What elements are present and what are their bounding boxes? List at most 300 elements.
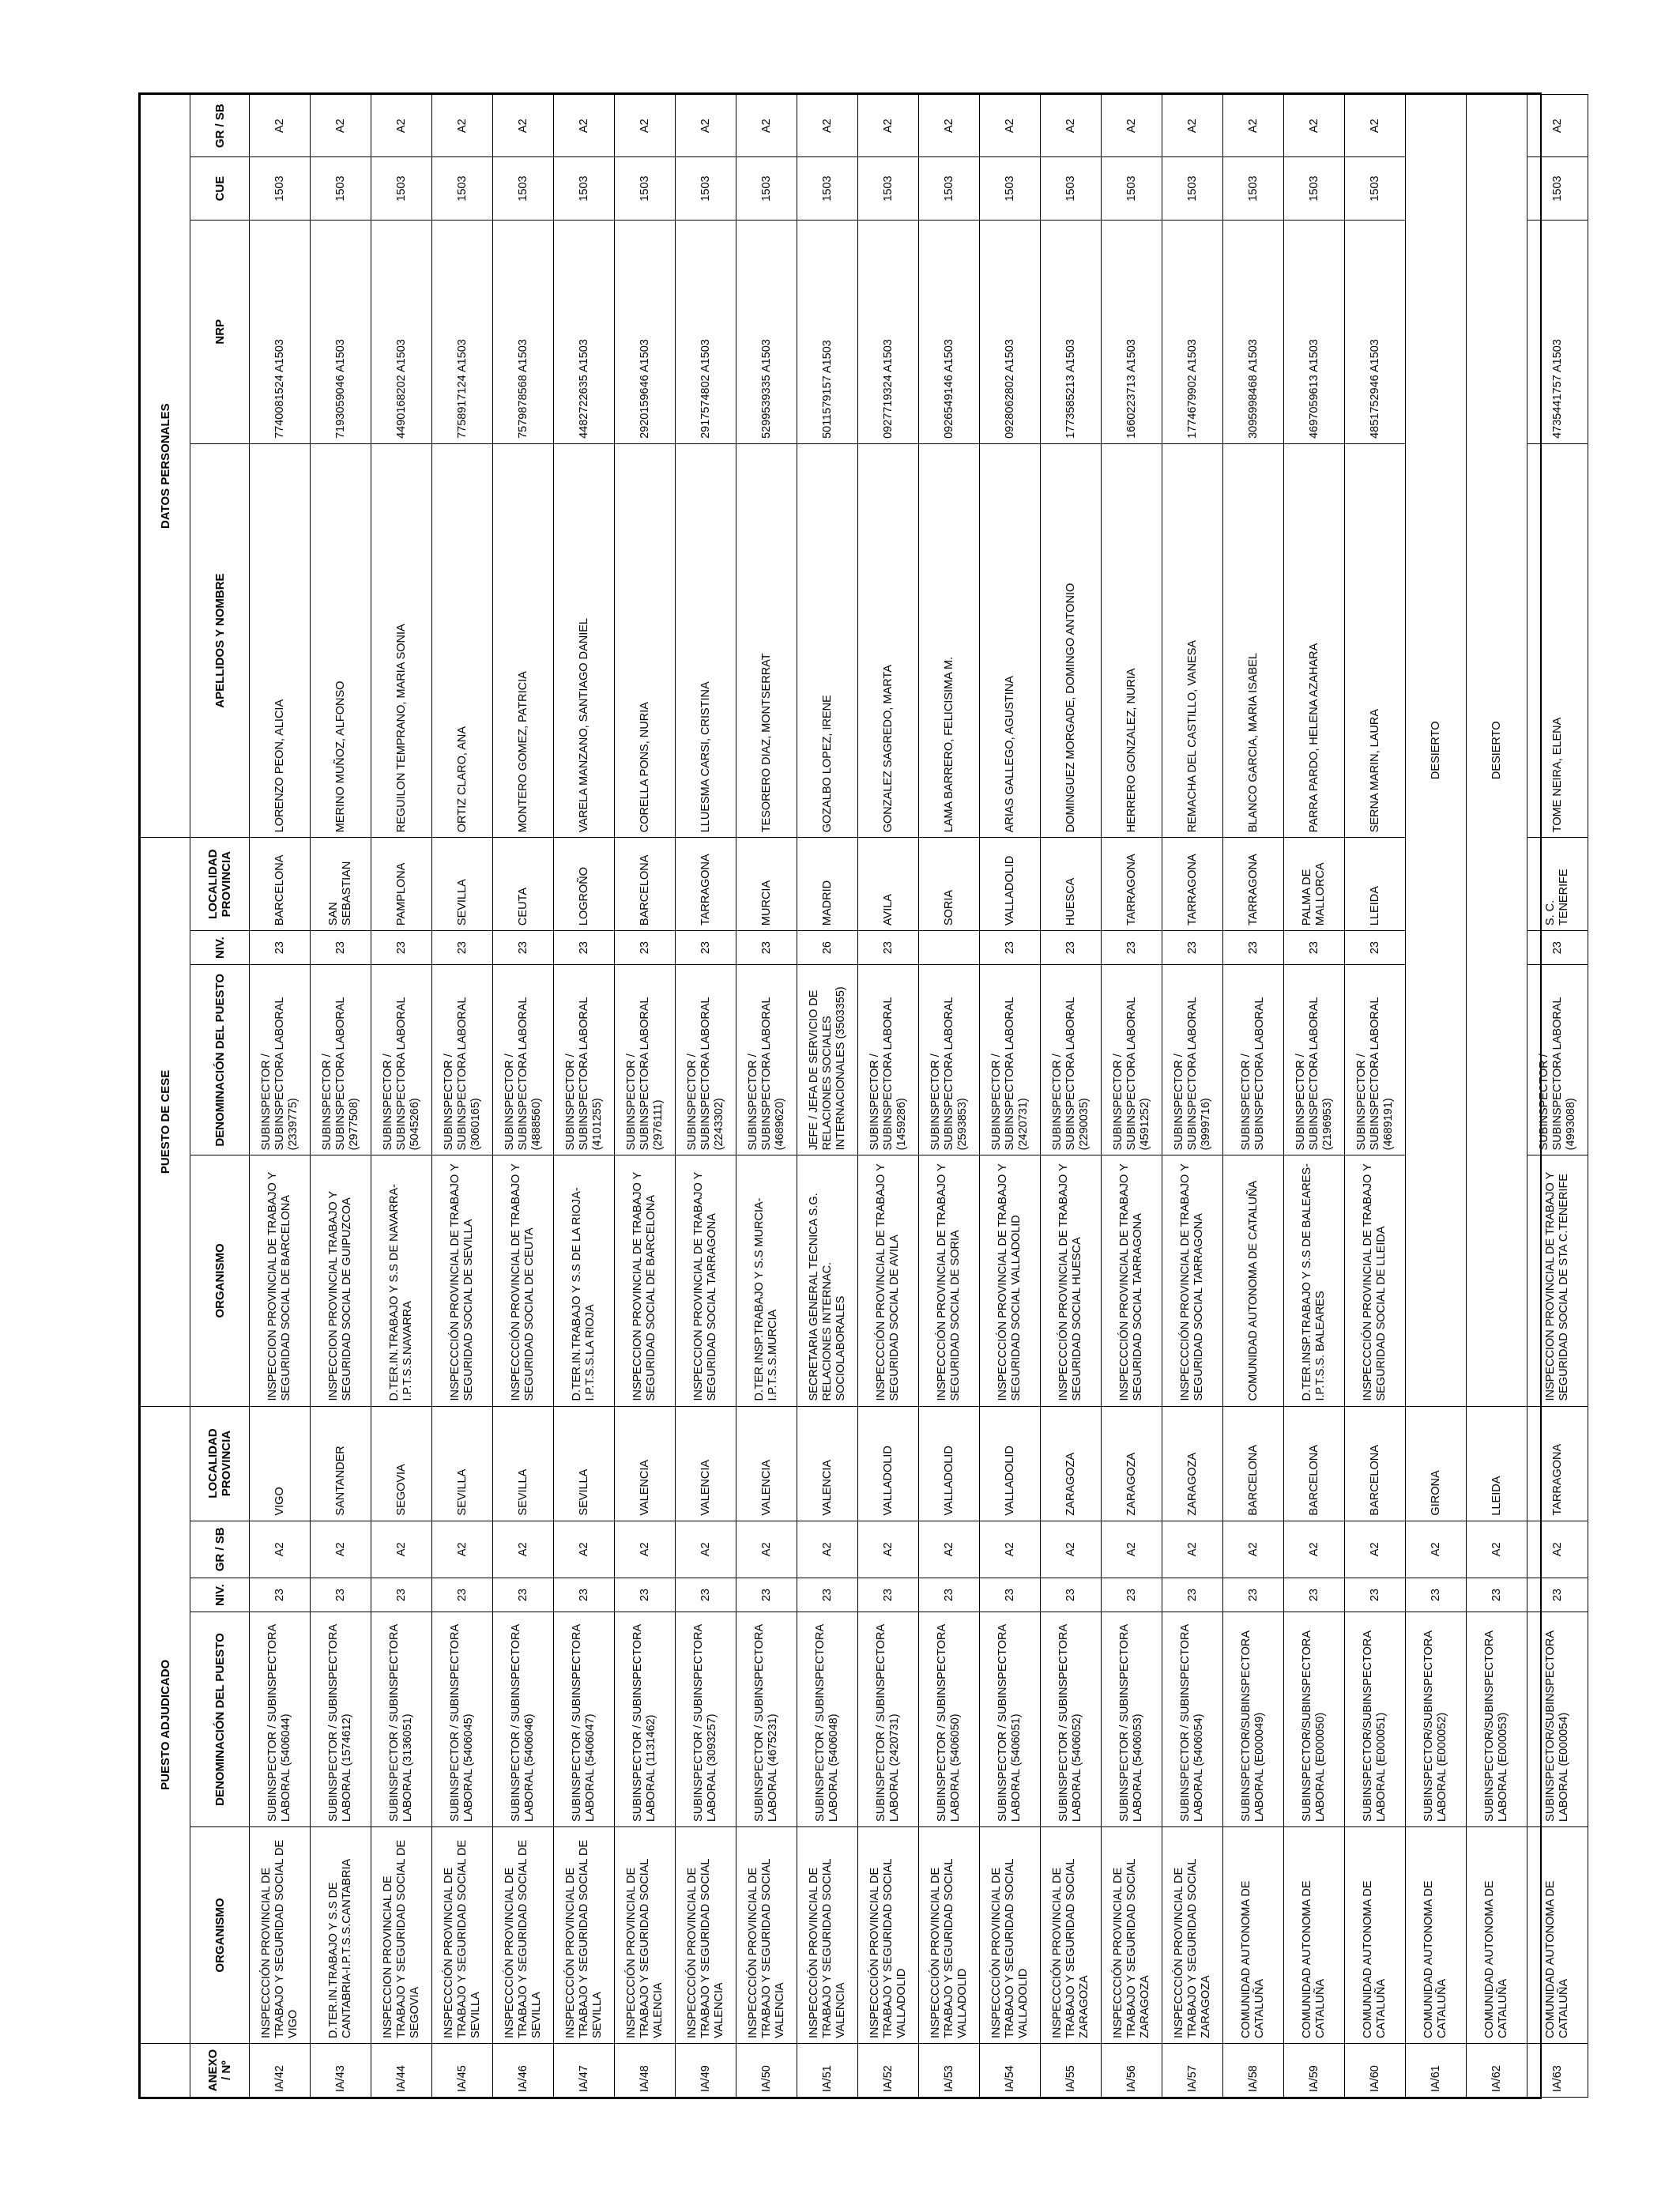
nrp-cell: 5299539335 A1503 — [736, 220, 797, 443]
cue-cell: 1503 — [432, 157, 493, 220]
table-row — [311, 95, 371, 2098]
gr-sb-cell: A2 — [919, 1521, 980, 1578]
personal-gr-sb-cell: A2 — [1284, 95, 1345, 157]
anexo-cell: IA/50 — [736, 2044, 797, 2098]
anexo-cell: IA/47 — [554, 2044, 615, 2098]
niv-cell: 23 — [371, 1578, 432, 1612]
cese-denominacion-cell: SUBINSPECTOR / SUBINSPECTORA LABORAL (4888560) — [493, 965, 554, 1155]
header-personal-gr-sb: GR / SB — [190, 95, 250, 157]
cese-denominacion-cell: SUBINSPECTOR / SUBINSPECTORA LABORAL (3999716) — [1162, 965, 1223, 1155]
cese-localidad-cell: SEVILLA — [432, 838, 493, 931]
header-gr-sb: GR / SB — [190, 1521, 250, 1578]
apellidos-nombre-cell: GOZALBO LOPEZ, IRENE — [797, 443, 858, 837]
header-cue: CUE — [190, 157, 250, 220]
localidad-cell: VALLADOLID — [980, 1406, 1041, 1521]
cese-denominacion-cell: SUBINSPECTOR / SUBINSPECTORA LABORAL (4689191) — [1345, 965, 1406, 1155]
apellidos-nombre-cell: LAMA BARRERO, FELICISIMA M. — [919, 443, 980, 837]
table-row — [1467, 95, 1527, 2098]
gr-sb-cell: A2 — [676, 1521, 736, 1578]
apellidos-nombre-cell: GONZALEZ SAGREDO, MARTA — [858, 443, 919, 837]
nrp-cell: 5011579157 A1503 — [797, 220, 858, 443]
table-row — [1284, 95, 1345, 2098]
localidad-cell: ZARAGOZA — [1102, 1406, 1162, 1521]
cue-cell: 1503 — [311, 157, 371, 220]
nrp-cell: 1773585213 A1503 — [1041, 220, 1102, 443]
niv-cell: 23 — [1162, 1578, 1223, 1612]
cese-organismo-cell: D.TER.INSP.TRABAJO Y S.S MURCIA-I.P.T.S.S.MURCIA — [736, 1155, 797, 1406]
apellidos-nombre-cell: DOMINGUEZ MORGADE, DOMINGO ANTONIO — [1041, 443, 1102, 837]
table-row — [250, 95, 311, 2098]
gr-sb-cell: A2 — [371, 1521, 432, 1578]
cese-organismo-cell: INSPECCCIÓN PROVINCIAL DE TRABAJO Y SEGURIDAD SOCIAL TARRAGONA — [1162, 1155, 1223, 1406]
cue-cell: 1503 — [1102, 157, 1162, 220]
cese-organismo-cell: INSPECCCIÓN PROVINCIAL DE TRABAJO Y SEGURIDAD SOCIAL VALLADOLID — [980, 1155, 1041, 1406]
cese-niv-cell: 23 — [858, 931, 919, 965]
table-row — [493, 95, 554, 2098]
table-row — [1223, 95, 1284, 2098]
group-puesto-cese: PUESTO DE CESE — [141, 838, 190, 1406]
anexo-cell: IA/49 — [676, 2044, 736, 2098]
organismo-cell: COMUNIDAD AUTONOMA DE CATALUÑA — [1284, 1826, 1345, 2043]
table-row — [554, 95, 615, 2098]
organismo-cell: INSPECCCIÓN PROVINCIAL DE TRABAJO Y SEGURIDAD SOCIAL DE SEVILLA — [432, 1826, 493, 2043]
denominacion-cell: SUBINSPECTOR/SUBINSPECTORA LABORAL (E000050) — [1284, 1612, 1345, 1827]
anexo-cell: IA/44 — [371, 2044, 432, 2098]
localidad-cell: VIGO — [250, 1406, 311, 1521]
cese-organismo-cell: INSPECCION PROVINCIAL DE TRABAJO Y SEGURIDAD SOCIAL TARRAGONA — [676, 1155, 736, 1406]
cese-localidad-cell: AVILA — [858, 838, 919, 931]
organismo-cell: COMUNIDAD AUTONOMA DE CATALUÑA — [1467, 1826, 1527, 2043]
personal-gr-sb-cell: A2 — [493, 95, 554, 157]
niv-cell: 23 — [1223, 1578, 1284, 1612]
cese-localidad-cell: MURCIA — [736, 838, 797, 931]
denominacion-cell: SUBINSPECTOR/SUBINSPECTORA LABORAL (E000051) — [1345, 1612, 1406, 1827]
localidad-cell: BARCELONA — [1223, 1406, 1284, 1521]
apellidos-nombre-cell: ORTIZ CLARO, ANA — [432, 443, 493, 837]
apellidos-nombre-cell: CORELLA PONS, NURIA — [615, 443, 676, 837]
cese-denominacion-cell: SUBINSPECTOR / SUBINSPECTORA LABORAL (2339775) — [250, 965, 311, 1155]
anexo-cell: IA/54 — [980, 2044, 1041, 2098]
localidad-cell: BARCELONA — [1345, 1406, 1406, 1521]
cese-niv-cell: 26 — [797, 931, 858, 965]
anexo-cell: IA/46 — [493, 2044, 554, 2098]
personal-gr-sb-cell: A2 — [676, 95, 736, 157]
cese-niv-cell: 23 — [615, 931, 676, 965]
cese-niv-cell: 23 — [1162, 931, 1223, 965]
apellidos-nombre-cell: LLUESMA CARSI, CRISTINA — [676, 443, 736, 837]
denominacion-cell: SUBINSPECTOR/SUBINSPECTORA LABORAL (E000049) — [1223, 1612, 1284, 1827]
localidad-cell: SEGOVIA — [371, 1406, 432, 1521]
table-row — [1345, 95, 1406, 2098]
gr-sb-cell: A2 — [1467, 1521, 1527, 1578]
adjudication-table — [140, 94, 1588, 2098]
localidad-cell: VALLADOLID — [858, 1406, 919, 1521]
anexo-cell: IA/62 — [1467, 2044, 1527, 2098]
cese-denominacion-cell: SUBINSPECTOR / SUBINSPECTORA LABORAL (4591252) — [1102, 965, 1162, 1155]
apellidos-nombre-cell: MERINO MUÑOZ, ALFONSO — [311, 443, 371, 837]
personal-gr-sb-cell: A2 — [432, 95, 493, 157]
cese-niv-cell: 23 — [1345, 931, 1406, 965]
localidad-cell: VALENCIA — [676, 1406, 736, 1521]
apellidos-nombre-cell: SERNA MARIN, LAURA — [1345, 443, 1406, 837]
localidad-cell: SEVILLA — [432, 1406, 493, 1521]
gr-sb-cell: A2 — [554, 1521, 615, 1578]
cese-denominacion-cell: SUBINSPECTOR / SUBINSPECTORA LABORAL (2420731) — [980, 965, 1041, 1155]
gr-sb-cell: A2 — [1223, 1521, 1284, 1578]
gr-sb-cell: A2 — [980, 1521, 1041, 1578]
organismo-cell: COMUNIDAD AUTONOMA DE CATALUÑA — [1345, 1826, 1406, 2043]
cese-denominacion-cell: SUBINSPECTOR / SUBINSPECTORA LABORAL (1459286) — [858, 965, 919, 1155]
anexo-cell: IA/61 — [1406, 2044, 1467, 2098]
apellidos-nombre-cell: TESORERO DIAZ, MONTSERRAT — [736, 443, 797, 837]
organismo-cell: INSPECCCIÓN PROVINCIAL DE TRABAJO Y SEGURIDAD SOCIAL VALENCIA — [736, 1826, 797, 2043]
localidad-cell: SEVILLA — [554, 1406, 615, 1521]
localidad-cell: BARCELONA — [1284, 1406, 1345, 1521]
table-row — [919, 95, 980, 2098]
nrp-cell: 0927719324 A1503 — [858, 220, 919, 443]
nrp-cell: 1660223713 A1503 — [1102, 220, 1162, 443]
personal-gr-sb-cell: A2 — [554, 95, 615, 157]
denominacion-cell: SUBINSPECTOR / SUBINSPECTORA LABORAL (5406046) — [493, 1612, 554, 1827]
table-row — [371, 95, 432, 2098]
organismo-cell: INSPECCCIÓN PROVINCIAL DE TRABAJO Y SEGURIDAD SOCIAL ZARAGOZA — [1162, 1826, 1223, 2043]
cese-organismo-cell: INSPECCCIÓN PROVINCIAL DE TRABAJO Y SEGURIDAD SOCIAL TARRAGONA — [1102, 1155, 1162, 1406]
nrp-cell: 4851752946 A1503 — [1345, 220, 1406, 443]
organismo-cell: INSPECCCIÓN PROVINCIAL DE TRABAJO Y SEGURIDAD SOCIAL VALLADOLID — [980, 1826, 1041, 2043]
nrp-cell: 2920159646 A1503 — [615, 220, 676, 443]
cese-localidad-cell: LOGROÑO — [554, 838, 615, 931]
nrp-cell: 4735441757 A1503 — [1527, 220, 1588, 443]
organismo-cell: INSPECCCIÓN PROVINCIAL DE TRABAJO Y SEGURIDAD SOCIAL VALENCIA — [797, 1826, 858, 2043]
personal-gr-sb-cell: A2 — [797, 95, 858, 157]
group-puesto-adjudicado: PUESTO ADJUDICADO — [141, 1406, 190, 2044]
cese-localidad-cell: TARRAGONA — [1162, 838, 1223, 931]
localidad-cell: ZARAGOZA — [1041, 1406, 1102, 1521]
cese-organismo-cell: INSPECCION PROVINCIAL TRABAJO Y SEGURIDAD SOCIAL DE GUIPUZCOA — [311, 1155, 371, 1406]
cese-denominacion-cell: SUBINSPECTOR / SUBINSPECTORA LABORAL (5045266) — [371, 965, 432, 1155]
cese-denominacion-cell: SUBINSPECTOR / SUBINSPECTORA LABORAL (2593853) — [919, 965, 980, 1155]
cue-cell: 1503 — [676, 157, 736, 220]
personal-gr-sb-cell: A2 — [1345, 95, 1406, 157]
denominacion-cell: SUBINSPECTOR / SUBINSPECTORA LABORAL (5406052) — [1041, 1612, 1102, 1827]
anexo-cell: IA/53 — [919, 2044, 980, 2098]
cese-denominacion-cell: SUBINSPECTOR / SUBINSPECTORA LABORAL (4993088) — [1527, 965, 1588, 1155]
niv-cell: 23 — [615, 1578, 676, 1612]
niv-cell: 23 — [1467, 1578, 1527, 1612]
apellidos-nombre-cell: BLANCO GARCIA, MARIA ISABEL — [1223, 443, 1284, 837]
anexo-cell: IA/57 — [1162, 2044, 1223, 2098]
cese-localidad-cell: VALLADOLID — [980, 838, 1041, 931]
cue-cell: 1503 — [1041, 157, 1102, 220]
nrp-cell: 2917574802 A1503 — [676, 220, 736, 443]
cue-cell: 1503 — [554, 157, 615, 220]
organismo-cell: INSPECCCIÓN PROVINCIAL DE TRABAJO Y SEGURIDAD SOCIAL VALLADOLID — [919, 1826, 980, 2043]
nrp-cell: 1774679902 A1503 — [1162, 220, 1223, 443]
table-row — [858, 95, 919, 2098]
cese-denominacion-cell: SUBINSPECTOR / SUBINSPECTORA LABORAL (2243302) — [676, 965, 736, 1155]
cue-cell: 1503 — [493, 157, 554, 220]
anexo-cell: IA/45 — [432, 2044, 493, 2098]
apellidos-nombre-cell: HERRERO GONZALEZ, NURIA — [1102, 443, 1162, 837]
nrp-cell: 7758917124 A1503 — [432, 220, 493, 443]
niv-cell: 23 — [1406, 1578, 1467, 1612]
table-body — [250, 95, 1588, 2098]
niv-cell: 23 — [980, 1578, 1041, 1612]
cue-cell: 1503 — [736, 157, 797, 220]
gr-sb-cell: A2 — [1345, 1521, 1406, 1578]
organismo-cell: INSPECCION PROVINCIAL DE TRABAJO Y SEGURIDAD SOCIAL DE SEGOVIA — [371, 1826, 432, 2043]
localidad-cell: GIRONA — [1406, 1406, 1467, 1521]
cese-denominacion-cell: SUBINSPECTOR / SUBINSPECTORA LABORAL — [1223, 965, 1284, 1155]
organismo-cell: INSPECCCIÓN PROVINCIAL DE TRABAJO Y SEGURIDAD SOCIAL DE SEVILLA — [493, 1826, 554, 2043]
cese-niv-cell: 23 — [432, 931, 493, 965]
cue-cell: 1503 — [615, 157, 676, 220]
cese-localidad-cell: TARRAGONA — [676, 838, 736, 931]
apellidos-nombre-cell: REGUILON TEMPRANO, MARIA SONIA — [371, 443, 432, 837]
cue-cell: 1503 — [1284, 157, 1345, 220]
cue-cell: 1503 — [250, 157, 311, 220]
anexo-cell: IA/63 — [1527, 2044, 1588, 2098]
denominacion-cell: SUBINSPECTOR / SUBINSPECTORA LABORAL (3093257) — [676, 1612, 736, 1827]
gr-sb-cell: A2 — [311, 1521, 371, 1578]
organismo-cell: INSPECCCIÓN PROVINCIAL DE TRABAJO Y SEGURIDAD SOCIAL VALENCIA — [676, 1826, 736, 2043]
denominacion-cell: SUBINSPECTOR / SUBINSPECTORA LABORAL (5406044) — [250, 1612, 311, 1827]
table-row — [1406, 95, 1467, 2098]
cese-organismo-cell: INSPECCCIÓN PROVINCIAL DE TRABAJO Y SEGURIDAD SOCIAL DE AVILA — [858, 1155, 919, 1406]
organismo-cell: INSPECCCIÓN PROVINCIAL DE TRABAJO Y SEGURIDAD SOCIAL ZARAGOZA — [1102, 1826, 1162, 2043]
cese-localidad-cell: HUESCA — [1041, 838, 1102, 931]
group-datos-personales: DATOS PERSONALES — [141, 95, 190, 838]
cese-localidad-cell: PAMPLONA — [371, 838, 432, 931]
cese-niv-cell: 23 — [736, 931, 797, 965]
niv-cell: 23 — [250, 1578, 311, 1612]
cese-organismo-cell: COMUNIDAD AUTONOMA DE CATALUÑA — [1223, 1155, 1284, 1406]
gr-sb-cell: A2 — [250, 1521, 311, 1578]
cese-niv-cell: 23 — [980, 931, 1041, 965]
personal-gr-sb-cell: A2 — [1041, 95, 1102, 157]
localidad-cell: VALENCIA — [797, 1406, 858, 1521]
header-cese-denominacion: DENOMINACIÓN DEL PUESTO — [190, 965, 250, 1155]
anexo-cell: IA/43 — [311, 2044, 371, 2098]
cese-organismo-cell: INSPECCCIÓN PROVINCIAL DE TRABAJO Y SEGURIDAD SOCIAL HUESCA — [1041, 1155, 1102, 1406]
niv-cell: 23 — [1041, 1578, 1102, 1612]
cese-organismo-cell: INSPECCCIÓN PROVINCIAL DE TRABAJO Y SEGURIDAD SOCIAL DE SEVILLA — [432, 1155, 493, 1406]
cese-organismo-cell: D.TER.IN.TRABAJO Y S.S DE LA RIOJA-I.P.T.S.S.LA RIOJA — [554, 1155, 615, 1406]
cese-organismo-cell: INSPECCCIÓN PROVINCIAL DE TRABAJO Y SEGURIDAD SOCIAL DE LLEIDA — [1345, 1155, 1406, 1406]
niv-cell: 23 — [919, 1578, 980, 1612]
gr-sb-cell: A2 — [1406, 1521, 1467, 1578]
niv-cell: 23 — [676, 1578, 736, 1612]
niv-cell: 23 — [554, 1578, 615, 1612]
cue-cell: 1503 — [371, 157, 432, 220]
localidad-cell: SEVILLA — [493, 1406, 554, 1521]
header-cese-organismo: ORGANISMO — [190, 1155, 250, 1406]
apellidos-nombre-cell: PARRA PARDO, HELENA AZAHARA — [1284, 443, 1345, 837]
denominacion-cell: SUBINSPECTOR / SUBINSPECTORA LABORAL (1131462) — [615, 1612, 676, 1827]
organismo-cell: INSPECCCIÓN PROVINCIAL DE TRABAJO Y SEGURIDAD SOCIAL DE SEVILLA — [554, 1826, 615, 2043]
cue-cell: 1503 — [1162, 157, 1223, 220]
nrp-cell: 7579878568 A1503 — [493, 220, 554, 443]
personal-gr-sb-cell: A2 — [250, 95, 311, 157]
apellidos-nombre-cell: ARIAS GALLEGO, AGUSTINA — [980, 443, 1041, 837]
niv-cell: 23 — [736, 1578, 797, 1612]
nrp-cell: 0928062802 A1503 — [980, 220, 1041, 443]
cese-denominacion-cell: SUBINSPECTOR / SUBINSPECTORA LABORAL (2977508) — [311, 965, 371, 1155]
denominacion-cell: SUBINSPECTOR/SUBINSPECTORA LABORAL (E000052) — [1406, 1612, 1467, 1827]
cese-localidad-cell: CEUTA — [493, 838, 554, 931]
cese-denominacion-cell: SUBINSPECTOR / SUBINSPECTORA LABORAL (2196953) — [1284, 965, 1345, 1155]
table-row — [1041, 95, 1102, 2098]
cue-cell: 1503 — [1345, 157, 1406, 220]
denominacion-cell: SUBINSPECTOR / SUBINSPECTORA LABORAL (5406050) — [919, 1612, 980, 1827]
cese-organismo-cell: D.TER.INSP.TRABAJO Y S.S DE BALEARES-I.P.T.S.S. BALEARES — [1284, 1155, 1345, 1406]
cese-niv-cell: 23 — [1527, 931, 1588, 965]
cese-organismo-cell: D.TER.IN.TRABAJO Y S.S DE NAVARRA-I.P.T.S.S.NAVARRA — [371, 1155, 432, 1406]
anexo-cell: IA/58 — [1223, 2044, 1284, 2098]
niv-cell: 23 — [1102, 1578, 1162, 1612]
desierto-cell: DESIERTO — [1406, 95, 1467, 1407]
niv-cell: 23 — [1345, 1578, 1406, 1612]
cese-niv-cell: 23 — [1041, 931, 1102, 965]
table-row — [676, 95, 736, 2098]
personal-gr-sb-cell: A2 — [1102, 95, 1162, 157]
cese-localidad-cell: TARRAGONA — [1223, 838, 1284, 931]
niv-cell: 23 — [797, 1578, 858, 1612]
cese-niv-cell: 23 — [493, 931, 554, 965]
anexo-cell: IA/52 — [858, 2044, 919, 2098]
organismo-cell: INSPECCCIÓN PROVINCIAL DE TRABAJO Y SEGURIDAD SOCIAL VALENCIA — [615, 1826, 676, 2043]
niv-cell: 23 — [1284, 1578, 1345, 1612]
niv-cell: 23 — [493, 1578, 554, 1612]
anexo-cell: IA/56 — [1102, 2044, 1162, 2098]
organismo-cell: INSPECCCIÓN PROVINCIAL DE TRABAJO Y SEGURIDAD SOCIAL DE VIGO — [250, 1826, 311, 2043]
cese-niv-cell: 23 — [1102, 931, 1162, 965]
cese-niv-cell: 23 — [250, 931, 311, 965]
niv-cell: 23 — [858, 1578, 919, 1612]
cese-organismo-cell: INSPECCION PROVINCIAL DE TRABAJO Y SEGURIDAD SOCIAL DE STA C.TENERIFE — [1527, 1155, 1588, 1406]
denominacion-cell: SUBINSPECTOR / SUBINSPECTORA LABORAL (5406054) — [1162, 1612, 1223, 1827]
nrp-cell: 7740081524 A1503 — [250, 220, 311, 443]
gr-sb-cell: A2 — [1041, 1521, 1102, 1578]
cese-organismo-cell: INSPECCCIÓN PROVINCIAL DE TRABAJO Y SEGURIDAD SOCIAL DE CEUTA — [493, 1155, 554, 1406]
table-row — [797, 95, 858, 2098]
cese-organismo-cell: INSPECCION PROVINCIAL DE TRABAJO Y SEGURIDAD SOCIAL DE BARCELONA — [615, 1155, 676, 1406]
localidad-cell: TARRAGONA — [1527, 1406, 1588, 1521]
denominacion-cell: SUBINSPECTOR / SUBINSPECTORA LABORAL (5406045) — [432, 1612, 493, 1827]
cese-denominacion-cell: SUBINSPECTOR / SUBINSPECTORA LABORAL (4689620) — [736, 965, 797, 1155]
niv-cell: 23 — [1527, 1578, 1588, 1612]
cese-localidad-cell: LLEIDA — [1345, 838, 1406, 931]
denominacion-cell: SUBINSPECTOR / SUBINSPECTORA LABORAL (5406051) — [980, 1612, 1041, 1827]
organismo-cell: D.TER.IN.TRABAJO Y S.S DE CANTABRIA-I.P.T.S.S.CANTABRIA — [311, 1826, 371, 2043]
organismo-cell: COMUNIDAD AUTONOMA DE CATALUÑA — [1406, 1826, 1467, 2043]
cese-localidad-cell: S. C. TENERIFE — [1527, 838, 1588, 931]
apellidos-nombre-cell: VARELA MANZANO, SANTIAGO DANIEL — [554, 443, 615, 837]
cue-cell: 1503 — [980, 157, 1041, 220]
cese-niv-cell: 23 — [676, 931, 736, 965]
denominacion-cell: SUBINSPECTOR / SUBINSPECTORA LABORAL (1574612) — [311, 1612, 371, 1827]
cese-niv-cell — [919, 931, 980, 965]
gr-sb-cell: A2 — [615, 1521, 676, 1578]
cese-denominacion-cell: SUBINSPECTOR / SUBINSPECTORA LABORAL (2290035) — [1041, 965, 1102, 1155]
nrp-cell: 0926549146 A1503 — [919, 220, 980, 443]
localidad-cell: SANTANDER — [311, 1406, 371, 1521]
denominacion-cell: SUBINSPECTOR / SUBINSPECTORA LABORAL (4675231) — [736, 1612, 797, 1827]
anexo-cell: IA/55 — [1041, 2044, 1102, 2098]
denominacion-cell: SUBINSPECTOR / SUBINSPECTORA LABORAL (3136051) — [371, 1612, 432, 1827]
corner-cell — [141, 2044, 190, 2098]
desierto-cell: DESIERTO — [1467, 95, 1527, 1407]
localidad-cell: LLEIDA — [1467, 1406, 1527, 1521]
personal-gr-sb-cell: A2 — [919, 95, 980, 157]
personal-gr-sb-cell: A2 — [1223, 95, 1284, 157]
table-row — [736, 95, 797, 2098]
gr-sb-cell: A2 — [797, 1521, 858, 1578]
anexo-cell: IA/48 — [615, 2044, 676, 2098]
personal-gr-sb-cell: A2 — [858, 95, 919, 157]
denominacion-cell: SUBINSPECTOR / SUBINSPECTORA LABORAL (2420731) — [858, 1612, 919, 1827]
anexo-cell: IA/51 — [797, 2044, 858, 2098]
header-niv: NIV. — [190, 1578, 250, 1612]
apellidos-nombre-cell: REMACHA DEL CASTILLO, VANESA — [1162, 443, 1223, 837]
personal-gr-sb-cell: A2 — [980, 95, 1041, 157]
cese-niv-cell: 23 — [1284, 931, 1345, 965]
cese-denominacion-cell: SUBINSPECTOR / SUBINSPECTORA LABORAL (2976111) — [615, 965, 676, 1155]
denominacion-cell: SUBINSPECTOR/SUBINSPECTORA LABORAL (E000054) — [1527, 1612, 1588, 1827]
niv-cell: 23 — [432, 1578, 493, 1612]
cue-cell: 1503 — [1223, 157, 1284, 220]
personal-gr-sb-cell: A2 — [736, 95, 797, 157]
nrp-cell: 4482722635 A1503 — [554, 220, 615, 443]
cese-organismo-cell: INSPECCCIÓN PROVINCIAL DE TRABAJO Y SEGURIDAD SOCIAL DE SORIA — [919, 1155, 980, 1406]
cese-denominacion-cell: JEFE / JEFA DE SERVICIO DE RELACIONES SOCIALES INTERNACIONALES (3503355) — [797, 965, 858, 1155]
cese-niv-cell: 23 — [371, 931, 432, 965]
gr-sb-cell: A2 — [432, 1521, 493, 1578]
organismo-cell: INSPECCCIÓN PROVINCIAL DE TRABAJO Y SEGURIDAD SOCIAL ZARAGOZA — [1041, 1826, 1102, 2043]
nrp-cell: 3095998468 A1503 — [1223, 220, 1284, 443]
localidad-cell: ZARAGOZA — [1162, 1406, 1223, 1521]
table-row — [432, 95, 493, 2098]
denominacion-cell: SUBINSPECTOR / SUBINSPECTORA LABORAL (5406053) — [1102, 1612, 1162, 1827]
cese-niv-cell: 23 — [1223, 931, 1284, 965]
header-apellidos: APELLIDOS Y NOMBRE — [190, 443, 250, 837]
localidad-cell: VALENCIA — [615, 1406, 676, 1521]
organismo-cell: COMUNIDAD AUTONOMA DE CATALUÑA — [1527, 1826, 1588, 2043]
localidad-cell: VALLADOLID — [919, 1406, 980, 1521]
gr-sb-cell: A2 — [493, 1521, 554, 1578]
gr-sb-cell: A2 — [1527, 1521, 1588, 1578]
nrp-cell: 4490168202 A1503 — [371, 220, 432, 443]
nrp-cell: 4697059613 A1503 — [1284, 220, 1345, 443]
cese-localidad-cell: PALMA DE MALLORCA — [1284, 838, 1345, 931]
personal-gr-sb-cell: A2 — [1162, 95, 1223, 157]
personal-gr-sb-cell: A2 — [615, 95, 676, 157]
personal-gr-sb-cell: A2 — [1527, 95, 1588, 157]
denominacion-cell: SUBINSPECTOR/SUBINSPECTORA LABORAL (E000053) — [1467, 1612, 1527, 1827]
table-row — [615, 95, 676, 2098]
cese-localidad-cell: SORIA — [919, 838, 980, 931]
niv-cell: 23 — [311, 1578, 371, 1612]
gr-sb-cell: A2 — [1102, 1521, 1162, 1578]
denominacion-cell: SUBINSPECTOR / SUBINSPECTORA LABORAL (5406048) — [797, 1612, 858, 1827]
cue-cell: 1503 — [858, 157, 919, 220]
nrp-cell: 7193059046 A1503 — [311, 220, 371, 443]
apellidos-nombre-cell: LORENZO PEON, ALICIA — [250, 443, 311, 837]
cue-cell: 1503 — [919, 157, 980, 220]
cue-cell: 1503 — [797, 157, 858, 220]
cese-organismo-cell: SECRETARIA GENERAL TECNICA S.G. RELACIONES INTERNAC. SOCIOLABORALES — [797, 1155, 858, 1406]
apellidos-nombre-cell: TOME NEIRA, ELENA — [1527, 443, 1588, 837]
